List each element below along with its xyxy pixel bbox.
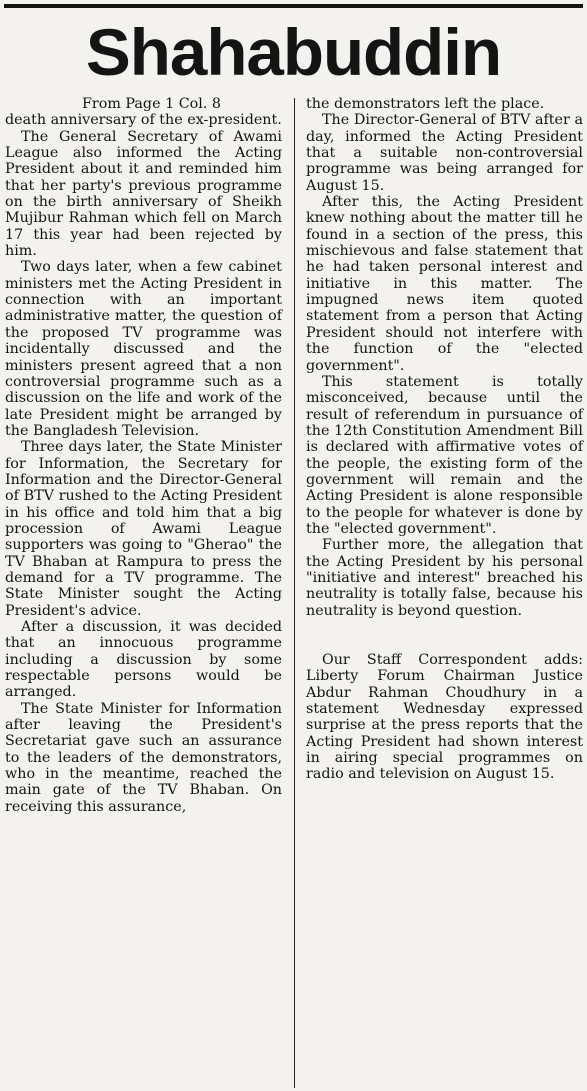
section-gap	[306, 619, 583, 652]
paragraph: Our Staff Correspondent adds: Liberty Forum Chairman Justice Abdur Rahman Choudhury in a statement Wednesday expressed surprise at the press reports that the Acting President had shown interest in airing special programmes on radio and television on August 15.	[306, 652, 583, 783]
jump-kicker: From Page 1 Col. 8	[81, 96, 222, 112]
paragraph: After this, the Acting President knew nothing about the matter till he found in a section of the press, this mischievous and false statement that he had taken personal interest and initiative in this matter. The impugned news item quoted statement from a person that Acting President should not interfere with the function of the "elected government".	[306, 194, 583, 374]
paragraph: The State Minister for Information after leaving the President's Secretariat gave such an assurance to the leaders of the demonstrators, who in the meantime, reached the main gate of the TV Bhaban. On receiving this assurance,	[5, 700, 282, 815]
paragraph: Three days later, the State Minister for Information, the Secretary for Information and the Director-General of BTV rushed to the Acting President in his office and told him that a big procession of Awami League supporters was going to "Gherao" the TV Bhaban at Rampura to press the demand for a TV programme. The State Minister sought the Acting President's advice.	[5, 439, 282, 619]
top-rule	[4, 4, 583, 8]
paragraph: The Director-General of BTV after a day, informed the Acting President that a suitable non-controversial programme was being arranged for August 15.	[306, 112, 583, 194]
paragraph: The General Secretary of Awami League also informed the Acting President about it and reminded him that her party's previous programme on the birth anniversary of Sheikh Mujibur Rahman which fell on March 17 this year had been rejected by him.	[5, 128, 282, 260]
paragraph: Further more, the allegation that the Acting President by his personal "initiative and interest" breached his neutrality is totally false, because his neutrality is beyond question.	[306, 537, 583, 619]
paragraph: Two days later, when a few cabinet ministers met the Acting President in connection with an important administrative matter, the question of the proposed TV programme was incidentally discussed and the ministers present agreed that a non controversial programme such as a discussion on the life and work of the late President might be arranged by the Bangladesh Television.	[5, 259, 282, 439]
column-divider	[294, 98, 295, 1088]
paragraph: This statement is totally misconceived, because until the result of referendum in pursuance of the 12th Constitution Amendment Bill is declared with affirmative votes of the people, the existing form of the government will remain and the Acting President is alone responsible to the people for whatever is done by the "elected government".	[306, 373, 583, 537]
article-column-left	[5, 96, 282, 815]
headline: Shahabuddin	[85, 15, 502, 89]
paragraph: the demonstrators left the place.	[306, 96, 545, 112]
paragraph: After a discussion, it was decided that an innocuous programme including a discussion by some respectable persons would be arranged.	[5, 619, 282, 701]
article-column-right	[306, 96, 583, 783]
paragraph: death anniversary of the ex-president.	[5, 112, 282, 129]
